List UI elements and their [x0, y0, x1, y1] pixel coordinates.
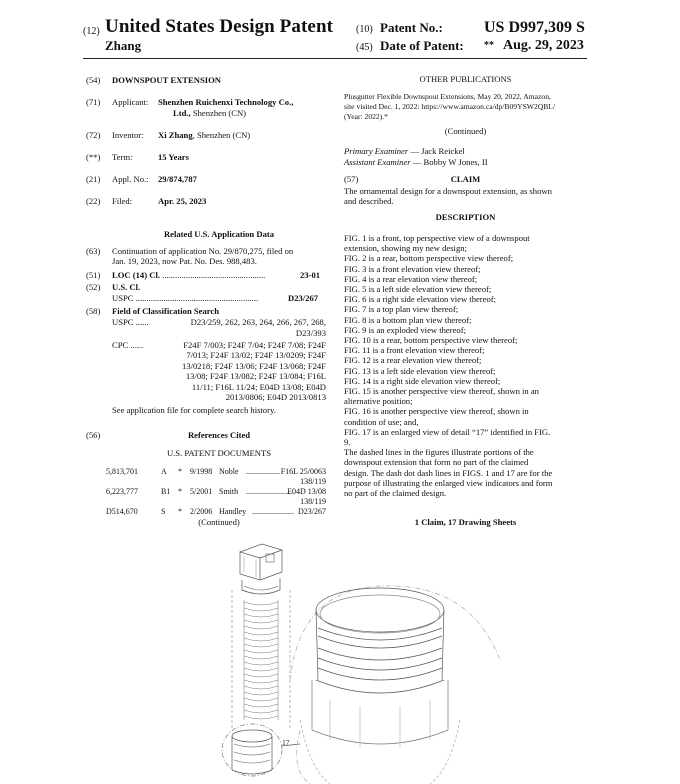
ref-class-secondary: 138/119: [300, 497, 326, 506]
patent-number-label: Patent No.:: [380, 20, 443, 35]
description-line: FIG. 13 is a left side elevation view thereof;: [344, 365, 496, 376]
description-line: FIG. 7 is a top plan view thereof;: [344, 304, 459, 315]
publication-line: site visited Dec. 1, 2022: https://www.amazon.ca/dp/B09YSW2QBL/: [344, 102, 556, 111]
downspout-bottom-connector: [232, 730, 272, 774]
code-10: (10): [356, 24, 373, 35]
code-71: (71): [86, 97, 101, 107]
header-rule: [83, 58, 587, 59]
cpc-line: 13/0218; F24F 13/06; F24F 13/068; F24F: [182, 360, 326, 371]
description-heading: DESCRIPTION: [435, 212, 496, 222]
code-21: (21): [86, 174, 101, 184]
ref-class: D23/267: [298, 507, 326, 516]
ref-name: Smith: [219, 487, 239, 496]
us-patent-docs-heading: U.S. PATENT DOCUMENTS: [166, 448, 272, 458]
other-publications-continued: (Continued): [444, 126, 487, 136]
publication-line: Plusgutter Flexible Downspout Extensions, May 20, 2022, Amazon,: [344, 92, 551, 101]
assistant-examiner-label: Assistant Examiner: [344, 157, 411, 167]
code-term: (**): [86, 152, 101, 162]
cpc-line: 13/08; F24F 13/082; F24F 13/084; F16L: [185, 371, 326, 382]
description-line: FIG. 1 is a front, top perspective view of a downspout: [344, 233, 530, 243]
loc-label: LOC (14) Cl.: [112, 270, 160, 280]
inventor-label: Inventor:: [112, 130, 144, 140]
filed-value: Apr. 25, 2023: [158, 196, 207, 206]
enlarged-dashed-hose: [300, 720, 460, 784]
cpc-line: F24F 7/003; F24F 7/04; F24F 7/08; F24F: [183, 340, 326, 350]
references-continued: (Continued): [198, 517, 240, 527]
claim-line: and described.: [344, 196, 394, 207]
other-publications-text: [344, 92, 589, 122]
enlarged-fitting: [312, 588, 448, 748]
code-63: (63): [86, 246, 101, 256]
description-line: no part of the claimed design.: [344, 488, 447, 499]
reference-row: [106, 487, 326, 509]
cpc-list: [154, 340, 326, 402]
description-line: downspout extension that form no part of the claimed: [344, 457, 529, 468]
description-line: FIG. 12 is a rear elevation view thereof;: [344, 355, 482, 366]
applicant-name-line2: Ltd.,: [173, 108, 191, 118]
ref-name: Noble: [219, 467, 239, 476]
description-line: FIG. 4 is a rear elevation view thereof;: [344, 273, 478, 284]
description-line: FIG. 9 is an exploded view thereof;: [344, 324, 466, 335]
inventor-location: , Shenzhen (CN): [192, 130, 251, 140]
enlarged-view-boundary: [290, 586, 500, 784]
us-cl-sublabel: USPC: [112, 293, 134, 303]
patent-number: US D997,309 S: [484, 19, 585, 36]
code-57: (57): [344, 174, 359, 184]
representative-drawing: [0, 530, 680, 784]
term-label: Term:: [112, 152, 133, 162]
description-line: alternative position;: [344, 396, 413, 407]
code-56: (56): [86, 430, 101, 440]
description-line: FIG. 11 is a front elevation view thereof;: [344, 345, 485, 356]
other-publications-heading: OTHER PUBLICATIONS: [419, 74, 512, 84]
description-line: FIG. 14 is a right side elevation view thereof;: [344, 375, 501, 386]
code-58: (58): [86, 306, 101, 316]
description-line: design. The dash dot dash lines in FIGS. 1 and 17 are for the: [344, 467, 553, 478]
code-52: (52): [86, 282, 101, 292]
description-line: FIG. 8 is a bottom plan view thereof;: [344, 314, 472, 325]
appl-no-label: Appl. No.:: [112, 174, 149, 184]
uspc-line2: D23/393: [295, 328, 326, 338]
us-cl-value: D23/267: [288, 293, 319, 303]
description-line: The dashed lines in the figures illustrate portions of the: [344, 447, 534, 458]
document-type-title: United States Design Patent: [105, 16, 334, 37]
date-stars: **: [484, 40, 494, 51]
claim-heading: CLAIM: [450, 174, 481, 184]
code-12: (12): [83, 26, 100, 37]
ref-date: 9/1998: [190, 467, 213, 476]
description-line: purpose of illustrating the enlarged view indicators and form: [344, 477, 553, 488]
ref-class: E04D 13/08: [287, 487, 326, 496]
applicant-name-line1: Shenzhen Ruichenxi Technology Co.,: [158, 97, 294, 107]
claim-text: [344, 186, 589, 207]
ref-number: D514,670: [106, 507, 138, 516]
search-history-note: See application file for complete search history.: [112, 405, 276, 415]
ref-number: 6,223,777: [106, 487, 138, 496]
code-54: (54): [86, 75, 101, 85]
ref-kind: B1: [161, 487, 171, 496]
code-45: (45): [356, 42, 373, 53]
loc-classification: [112, 270, 326, 280]
us-cl-dots: .........................................................: [135, 293, 259, 303]
ref-kind: A: [161, 467, 167, 476]
us-cl-label: U.S. Cl.: [112, 282, 141, 292]
field-search-label: Field of Classification Search: [112, 306, 220, 316]
assistant-examiner-name: — Bobby W Jones, II: [412, 157, 488, 167]
claim-line: The ornamental design for a downspout extension, as shown: [344, 186, 552, 196]
applicant-location: Shenzhen (CN): [192, 108, 247, 118]
description-body: [344, 233, 589, 498]
enlarged-detail-view: [290, 586, 500, 784]
corrugated-hose-body: [244, 600, 278, 720]
continuation-text: [112, 246, 326, 267]
description-line: FIG. 3 is a front elevation view thereof;: [344, 263, 481, 274]
detail-label: 17: [282, 738, 290, 747]
ref-star: *: [178, 467, 182, 476]
related-data-heading: Related U.S. Application Data: [163, 229, 275, 239]
description-line: FIG. 2 is a rear, bottom perspective view thereof;: [344, 253, 514, 264]
ref-date: 5/2001: [190, 487, 213, 496]
claims-summary: 1 Claim, 17 Drawing Sheets: [414, 517, 517, 527]
description-line: FIG. 5 is a left side elevation view thereof;: [344, 284, 492, 295]
uspc-label: USPC ......: [112, 317, 149, 327]
code-72: (72): [86, 130, 101, 140]
patent-date: Aug. 29, 2023: [503, 38, 584, 53]
references-heading: References Cited: [187, 430, 251, 440]
description-line: condition of use; and,: [344, 416, 419, 427]
appl-no-value: 29/874,787: [158, 174, 197, 184]
primary-examiner-label: Primary Examiner: [344, 146, 409, 156]
description-line: 9.: [344, 437, 351, 448]
description-line: FIG. 10 is a rear, bottom perspective view thereof;: [344, 335, 518, 346]
continuation-line1: Continuation of application No. 29/870,275, filed on: [112, 246, 294, 256]
detail-indicator: [222, 724, 282, 776]
cpc-label: CPC ......: [112, 340, 144, 350]
ref-class: F16L 25/0063: [280, 467, 326, 476]
date-of-patent-label: Date of Patent:: [380, 38, 464, 53]
code-22: (22): [86, 196, 101, 206]
filed-label: Filed:: [112, 196, 133, 206]
ref-star: *: [178, 507, 182, 516]
loc-value: 23-01: [300, 270, 321, 280]
ref-star: *: [178, 487, 182, 496]
description-line: FIG. 16 is another perspective view thereof, shown in: [344, 406, 529, 417]
description-line: FIG. 6 is a right side elevation view thereof;: [344, 294, 497, 305]
ref-dots: .....................: [252, 507, 294, 516]
ref-dots: .................: [246, 467, 280, 476]
inventor-surname: Zhang: [105, 38, 142, 53]
description-line: FIG. 17 is an enlarged view of detail “17” identified in FIG.: [344, 426, 551, 437]
loc-dots: ................................................: [162, 270, 266, 280]
code-51: (51): [86, 270, 101, 280]
publication-line: (Year: 2022).*: [344, 112, 388, 121]
reference-row: [106, 467, 326, 489]
description-line: extension, showing my new design;: [344, 243, 467, 254]
uspc-line1: D23/259, 262, 263, 264, 266, 267, 268,: [190, 317, 326, 327]
cpc-line: 11/11; F16L 11/24; E04D 13/08; E04D: [191, 381, 326, 392]
description-line: FIG. 15 is another perspective view thereof, shown in an: [344, 386, 539, 397]
continuation-line2: Jan. 19, 2023, now Pat. No. Des. 988,483.: [112, 256, 257, 267]
cpc-line: 7/013; F24F 13/02; F24F 13/0209; F24F: [186, 350, 326, 361]
applicant-label: Applicant:: [112, 97, 149, 107]
title-field: DOWNSPOUT EXTENSION: [112, 75, 221, 85]
cpc-line: 2013/0806; E04D 2013/0813: [225, 392, 326, 403]
downspout-top-cap: [240, 544, 282, 594]
ref-class-secondary: 138/119: [300, 477, 326, 486]
term-value: 15 Years: [158, 152, 189, 162]
ref-kind: S: [161, 507, 166, 516]
primary-examiner-name: — Jack Reickel: [410, 146, 465, 156]
ref-dots: ......................: [246, 487, 290, 496]
ref-name: Handley: [219, 507, 247, 516]
inventor-name: Xi Zhang: [158, 130, 193, 140]
ref-date: 2/2006: [190, 507, 213, 516]
ref-number: 5,813,701: [106, 467, 138, 476]
